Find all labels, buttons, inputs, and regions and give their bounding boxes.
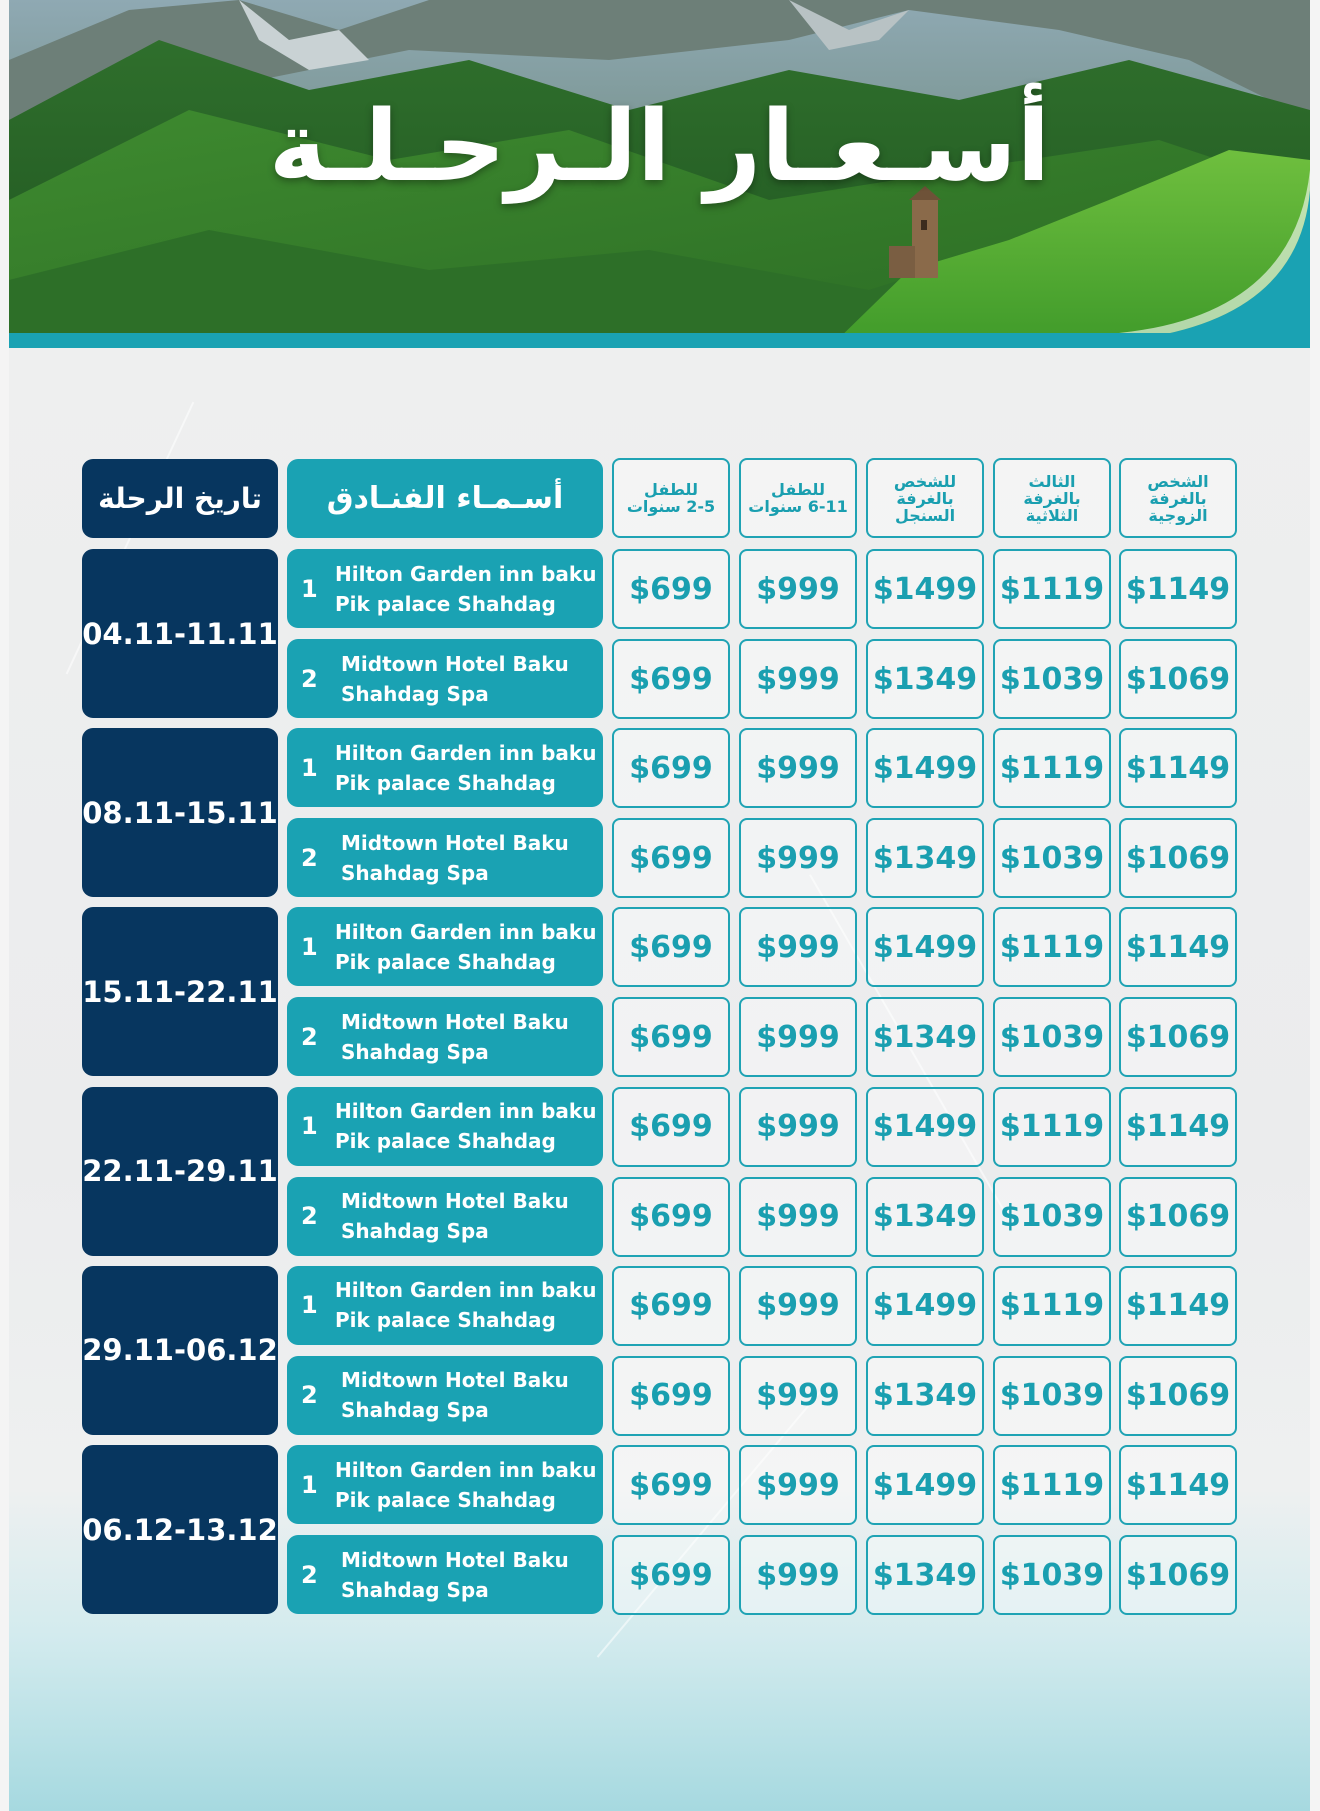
trip-date-cell: 29.11-06.12 [82, 1266, 278, 1435]
hotel-name-line1: Hilton Garden inn baku [335, 1099, 597, 1124]
price-cell-double: $1069 [1119, 1356, 1237, 1436]
hotel-number: 1 [301, 574, 318, 603]
header-triple-line1: الثالث [1028, 471, 1076, 491]
hotel-name-line2: Shahdag Spa [341, 1398, 489, 1423]
price-cell-triple: $1119 [993, 907, 1111, 987]
price-cell-double: $1149 [1119, 1445, 1237, 1525]
hotel-name-line1: Hilton Garden inn baku [335, 919, 597, 944]
price-cell-single: $1349 [866, 639, 984, 719]
price-cell-child-2-5: $699 [612, 1087, 730, 1167]
hotel-name-line1: Midtown Hotel Baku [341, 651, 569, 676]
trip-date-cell: 04.11-11.11 [82, 549, 278, 718]
hotel-name [335, 549, 595, 628]
hotel-name [335, 1087, 595, 1166]
price-cell-triple: $1039 [993, 997, 1111, 1077]
price-cell-child-2-5: $699 [612, 728, 730, 808]
price-cell-child-6-11: $999 [739, 997, 857, 1077]
price-cell-triple: $1039 [993, 1356, 1111, 1436]
price-cell-child-2-5: $699 [612, 549, 730, 629]
hotel-name-line2: Pik palace Shahdag [335, 1487, 556, 1512]
hotel-name [335, 1177, 595, 1256]
hotel-name-line2: Shahdag Spa [341, 1577, 489, 1602]
hotel-number: 2 [301, 1022, 318, 1051]
price-cell-single: $1349 [866, 1535, 984, 1615]
header-triple-room [993, 458, 1111, 538]
price-cell-single: $1499 [866, 907, 984, 987]
price-cell-child-6-11: $999 [739, 907, 857, 987]
hotel-name-line1: Hilton Garden inn baku [335, 740, 597, 765]
price-cell-child-6-11: $999 [739, 1087, 857, 1167]
price-cell-child-2-5: $699 [612, 1445, 730, 1525]
price-cell-double: $1069 [1119, 639, 1237, 719]
header-child-2-5-line2: 2-5 سنوات [626, 497, 716, 516]
hotel-number: 1 [301, 1470, 318, 1499]
hotel-name-line2: Pik palace Shahdag [335, 770, 556, 795]
hotel-name-cell [287, 639, 603, 718]
hotel-name-cell [287, 997, 603, 1076]
price-cell-single: $1349 [866, 997, 984, 1077]
hotel-name [335, 1356, 595, 1435]
price-cell-single: $1349 [866, 818, 984, 898]
hotel-number: 2 [301, 1202, 318, 1231]
header-single-line1: للشخص [893, 471, 957, 491]
price-cell-triple: $1119 [993, 1087, 1111, 1167]
trip-date-cell: 15.11-22.11 [82, 907, 278, 1076]
hotel-name-cell [287, 818, 603, 897]
price-cell-child-2-5: $699 [612, 1266, 730, 1346]
price-cell-triple: $1119 [993, 1445, 1111, 1525]
hotel-name-line1: Midtown Hotel Baku [341, 1368, 569, 1393]
hotel-name-line2: Pik palace Shahdag [335, 591, 556, 616]
price-cell-double: $1069 [1119, 818, 1237, 898]
price-cell-triple: $1119 [993, 549, 1111, 629]
price-cell-single: $1499 [866, 1266, 984, 1346]
price-cell-triple: $1039 [993, 818, 1111, 898]
trip-date-cell: 06.12-13.12 [82, 1445, 278, 1614]
hotel-name-cell [287, 1445, 603, 1524]
hotel-name [335, 1445, 595, 1524]
price-cell-triple: $1039 [993, 1177, 1111, 1257]
page-title: أسـعـار الـرحـلـة [268, 90, 1051, 204]
hotel-name-line1: Midtown Hotel Baku [341, 830, 569, 855]
price-cell-single: $1499 [866, 728, 984, 808]
header-child-6-11-line1: للطفل [771, 480, 825, 499]
hotel-name-cell [287, 1177, 603, 1256]
hotel-number: 2 [301, 843, 318, 872]
price-cell-child-6-11: $999 [739, 639, 857, 719]
price-cell-triple: $1119 [993, 1266, 1111, 1346]
header-triple-line3: الثلاثية [1025, 505, 1079, 525]
hotel-name-line2: Shahdag Spa [341, 1039, 489, 1064]
price-cell-single: $1349 [866, 1356, 984, 1436]
price-cell-child-2-5: $699 [612, 1356, 730, 1436]
price-cell-child-6-11: $999 [739, 1266, 857, 1346]
hero-banner [9, 0, 1310, 348]
hotel-name-line2: Shahdag Spa [341, 681, 489, 706]
price-cell-child-6-11: $999 [739, 1535, 857, 1615]
price-cell-double: $1149 [1119, 1266, 1237, 1346]
hotel-name [335, 1266, 595, 1345]
price-cell-child-2-5: $699 [612, 997, 730, 1077]
hotel-name-cell [287, 1087, 603, 1166]
hotel-number: 1 [301, 753, 318, 782]
header-child-6-11 [739, 458, 857, 538]
price-cell-child-6-11: $999 [739, 549, 857, 629]
hotel-name-line2: Shahdag Spa [341, 860, 489, 885]
header-double-line1: الشخص [1147, 471, 1209, 491]
price-cell-single: $1349 [866, 1177, 984, 1257]
header-single-line3: السنجل [894, 505, 956, 525]
hotel-name-cell [287, 1535, 603, 1614]
header-double-line3: الزوجية [1148, 505, 1208, 525]
price-cell-triple: $1119 [993, 728, 1111, 808]
hotel-name [335, 1535, 595, 1614]
hotel-name-line1: Midtown Hotel Baku [341, 1189, 569, 1214]
hotel-number: 2 [301, 1560, 318, 1589]
price-cell-single: $1499 [866, 1445, 984, 1525]
price-cell-double: $1149 [1119, 1087, 1237, 1167]
header-double-room [1119, 458, 1237, 538]
hotel-name-line2: Pik palace Shahdag [335, 1308, 556, 1333]
hotel-name-cell [287, 907, 603, 986]
header-triple-line2: بالغرفة [1023, 488, 1081, 508]
price-cell-child-2-5: $699 [612, 1535, 730, 1615]
header-child-2-5 [612, 458, 730, 538]
hotel-number: 1 [301, 932, 318, 961]
price-cell-double: $1069 [1119, 997, 1237, 1077]
price-cell-child-6-11: $999 [739, 818, 857, 898]
hotel-name [335, 639, 595, 718]
price-cell-double: $1149 [1119, 728, 1237, 808]
price-cell-double: $1149 [1119, 549, 1237, 629]
header-single-line2: بالغرفة [896, 488, 954, 508]
hotel-name-line1: Hilton Garden inn baku [335, 1278, 597, 1303]
price-cell-child-2-5: $699 [612, 1177, 730, 1257]
hotel-name [335, 907, 595, 986]
price-cell-child-2-5: $699 [612, 639, 730, 719]
price-cell-double: $1149 [1119, 907, 1237, 987]
price-cell-triple: $1039 [993, 639, 1111, 719]
price-cell-child-6-11: $999 [739, 1445, 857, 1525]
price-cell-single: $1499 [866, 1087, 984, 1167]
price-cell-double: $1069 [1119, 1535, 1237, 1615]
header-single-room [866, 458, 984, 538]
trip-date-cell: 22.11-29.11 [82, 1087, 278, 1256]
hotel-name-line1: Hilton Garden inn baku [335, 1457, 597, 1482]
hotel-name [335, 818, 595, 897]
hotel-name [335, 728, 595, 807]
hotel-name-line2: Pik palace Shahdag [335, 949, 556, 974]
hotel-number: 1 [301, 1291, 318, 1320]
hotel-name-cell [287, 728, 603, 807]
price-cell-triple: $1039 [993, 1535, 1111, 1615]
hotel-name-line2: Pik palace Shahdag [335, 1129, 556, 1154]
price-cell-child-2-5: $699 [612, 907, 730, 987]
header-child-6-11-line2: 6-11 سنوات [748, 497, 848, 516]
price-cell-child-6-11: $999 [739, 728, 857, 808]
price-cell-double: $1069 [1119, 1177, 1237, 1257]
header-trip-date: تاريخ الرحلة [82, 459, 278, 538]
hotel-name-cell [287, 1266, 603, 1345]
hotel-number: 2 [301, 664, 318, 693]
hotel-name-cell [287, 549, 603, 628]
hotel-number: 1 [301, 1112, 318, 1141]
frame-left [0, 0, 9, 1811]
header-child-2-5-line1: للطفل [644, 480, 698, 499]
hotel-name [335, 997, 595, 1076]
price-cell-child-2-5: $699 [612, 818, 730, 898]
price-cell-child-6-11: $999 [739, 1177, 857, 1257]
frame-right [1310, 0, 1320, 1811]
hotel-name-line1: Midtown Hotel Baku [341, 1547, 569, 1572]
trip-date-cell: 08.11-15.11 [82, 728, 278, 897]
header-hotel-names: أسـمـاء الفنـادق [287, 459, 603, 538]
price-cell-single: $1499 [866, 549, 984, 629]
hotel-name-line1: Hilton Garden inn baku [335, 561, 597, 586]
hotel-name-line1: Midtown Hotel Baku [341, 1009, 569, 1034]
header-double-line2: بالغرفة [1149, 488, 1207, 508]
price-cell-child-6-11: $999 [739, 1356, 857, 1436]
hotel-number: 2 [301, 1381, 318, 1410]
hotel-name-line2: Shahdag Spa [341, 1219, 489, 1244]
hotel-name-cell [287, 1356, 603, 1435]
